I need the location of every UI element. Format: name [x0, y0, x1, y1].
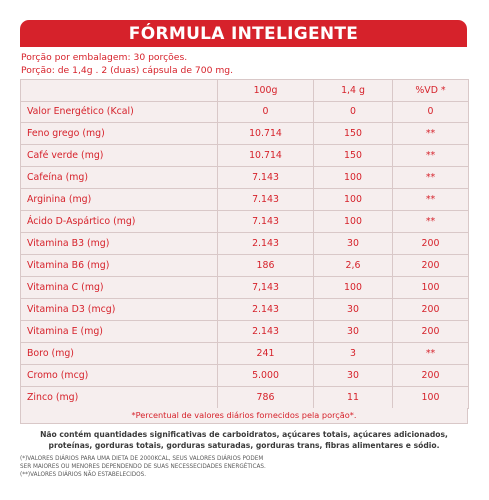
disclaimer-line: SER MAIORES OU MENORES DEPENDENDO DE SUAS NECESSECIDADES ENERGÉTICAS. [20, 463, 266, 470]
nutrient-name: Café verde (mg) [21, 145, 218, 167]
nutrient-value: 10.714 [218, 123, 314, 145]
column-header: %VD * [393, 80, 469, 102]
nutrient-value: 2,6 [314, 255, 393, 277]
nutrient-name: Boro (mg) [21, 342, 218, 364]
nutrient-value: 200 [393, 299, 469, 321]
column-header: 100g [218, 80, 314, 102]
nutrient-name: Valor Energético (Kcal) [21, 101, 218, 123]
nutrient-value: ** [393, 211, 469, 233]
nutrient-name: Vitamina B3 (mg) [21, 233, 218, 255]
nutrient-value: 186 [218, 255, 314, 277]
nutrient-value: ** [393, 123, 469, 145]
nutrient-value: 30 [314, 299, 393, 321]
nutrient-value: 11 [314, 386, 393, 408]
nutrient-value: 7,143 [218, 277, 314, 299]
nutrient-value: 10.714 [218, 145, 314, 167]
nutrient-value: 0 [218, 101, 314, 123]
table-row [21, 255, 469, 277]
nutrient-value: 150 [314, 145, 393, 167]
table-row [21, 386, 469, 408]
serving-size: Porção: de 1,4g . 2 (duas) cápsula de 700 mg. [21, 65, 234, 76]
nutrient-name: Zinco (mg) [21, 386, 218, 408]
page-title: FÓRMULA INTELIGENTE [128, 23, 359, 44]
nutrient-value: ** [393, 342, 469, 364]
nutrient-value: ** [393, 167, 469, 189]
nutrient-value: 100 [314, 189, 393, 211]
nutrient-value: 100 [393, 277, 469, 299]
table-row [21, 145, 469, 167]
nutrient-value: 150 [314, 123, 393, 145]
table-row [21, 211, 469, 233]
nutrient-name: Vitamina C (mg) [21, 277, 218, 299]
table-header-row [21, 80, 469, 102]
table-row [21, 233, 469, 255]
nutrient-value: 7.143 [218, 189, 314, 211]
nutrient-value: 200 [393, 321, 469, 343]
nutrient-name: Cafeína (mg) [21, 167, 218, 189]
nutrient-value: 3 [314, 342, 393, 364]
nutrient-name: Ácido D-Aspártico (mg) [21, 211, 218, 233]
disclaimer-line: (**)VALORES DIÁRIOS NÃO ESTABELECIDOS. [20, 471, 147, 478]
nutrient-value: 30 [314, 233, 393, 255]
nutrient-value: 2.143 [218, 321, 314, 343]
nutrient-name: Vitamina E (mg) [21, 321, 218, 343]
nutrient-value: 100 [314, 277, 393, 299]
nutrient-value: 200 [393, 255, 469, 277]
nutrient-name: Cromo (mcg) [21, 364, 218, 386]
title-banner [20, 20, 467, 47]
nutrient-name: Vitamina B6 (mg) [21, 255, 218, 277]
nutrient-name: Feno grego (mg) [21, 123, 218, 145]
nutrient-value: 30 [314, 321, 393, 343]
column-header: 1,4 g [314, 80, 393, 102]
nutrient-value: 0 [314, 101, 393, 123]
table-row [21, 299, 469, 321]
nutrient-value: 7.143 [218, 211, 314, 233]
nutrient-value: 200 [393, 364, 469, 386]
nutrient-value: 100 [314, 211, 393, 233]
table-row [21, 321, 469, 343]
nutrient-value: 5.000 [218, 364, 314, 386]
nutrient-value: 241 [218, 342, 314, 364]
not-contain-note [20, 430, 468, 451]
table-row [21, 123, 469, 145]
nutrient-name: Arginina (mg) [21, 189, 218, 211]
nutrient-name: Vitamina D3 (mcg) [21, 299, 218, 321]
disclaimer-line: (*)VALORES DIÁRIOS PARA UMA DIETA DE 2000KCAL, SEUS VALORES DIÁRIOS PODEM [20, 456, 264, 462]
nutrient-value: 2.143 [218, 299, 314, 321]
nutrient-value: 7.143 [218, 167, 314, 189]
serving-info [21, 51, 467, 77]
table-row [21, 189, 469, 211]
serving-per-package: Porção por embalagem: 30 porções. [21, 52, 188, 63]
nutrient-value: ** [393, 189, 469, 211]
not-contain-line: Não contém quantidades significativas de carboidratos, açúcares totais, açúcares adicionados, [40, 430, 448, 439]
column-header [21, 80, 218, 102]
nutrient-value: 786 [218, 386, 314, 408]
daily-values-disclaimer [20, 456, 468, 479]
table-row [21, 364, 469, 386]
not-contain-line: proteínas, gorduras totais, gorduras saturadas, gorduras trans, fibras alimentares e sódio. [48, 440, 440, 450]
table-row [21, 101, 469, 123]
nutrient-value: 200 [393, 233, 469, 255]
nutrient-value: ** [393, 145, 469, 167]
table-row [21, 277, 469, 299]
table-row [21, 167, 469, 189]
nutrition-table [20, 79, 469, 409]
nutrient-value: 100 [314, 167, 393, 189]
nutrient-value: 2.143 [218, 233, 314, 255]
nutrient-value: 30 [314, 364, 393, 386]
table-row [21, 342, 469, 364]
percent-daily-note: *Percentual de valores diários fornecidos pela porção*. [20, 408, 468, 424]
nutrient-value: 100 [393, 386, 469, 408]
nutrient-value: 0 [393, 101, 469, 123]
